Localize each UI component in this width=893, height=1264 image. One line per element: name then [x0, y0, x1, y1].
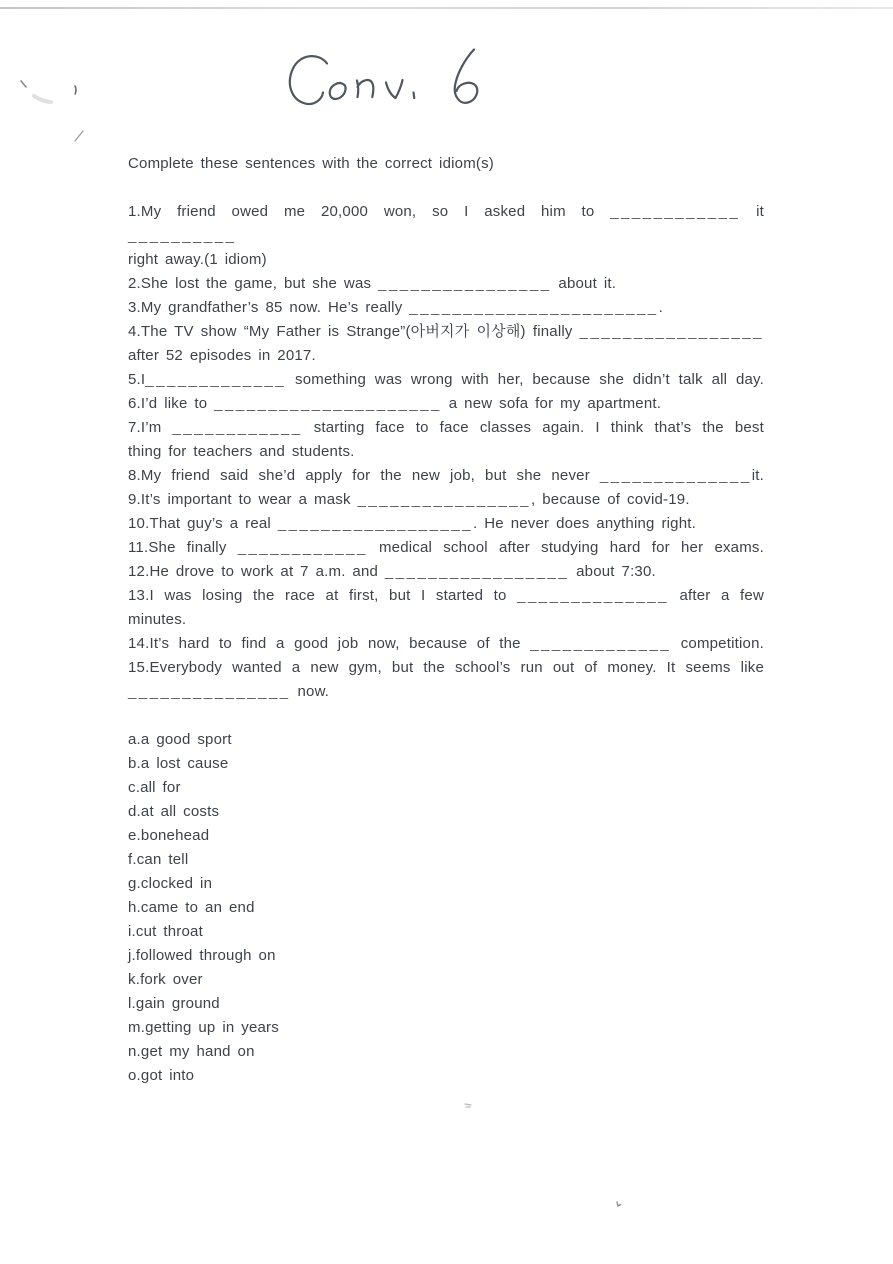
option-d: d.at all costs [128, 803, 220, 820]
sentence-line: 3.My grandfather’s 85 now. He’s really _______________________. [128, 299, 664, 316]
sentence-10 [128, 512, 764, 536]
handwritten-title [270, 40, 500, 118]
sentence-line: after 52 episodes in 2017. [128, 347, 316, 364]
sentence-line: minutes. [128, 611, 187, 628]
sentence-line: 4.The TV show “My Father is Strange”(아버지가 이상해) finally _________________ [128, 323, 764, 340]
sentence-line: 12.He drove to work at 7 a.m. and _________________ about 7:30. [128, 563, 656, 580]
fill-in-blank: ____________ [237, 539, 368, 556]
sentence-line: 2.She lost the game, but she was ________________ about it. [128, 275, 617, 292]
sentence-15 [128, 656, 764, 704]
stray-mark-apostrophe [75, 86, 76, 94]
fill-in-blank: _____________________ [214, 395, 442, 412]
letter-o [330, 83, 346, 99]
fill-in-blank: ________________ [378, 275, 552, 292]
fill-in-blank: ____________ [610, 203, 741, 220]
option-c: c.all for [128, 779, 181, 796]
option-b: b.a lost cause [128, 755, 229, 772]
sentence-line: 9.It’s important to wear a mask ________________, because of covid-19. [128, 491, 690, 508]
sentence-2 [128, 272, 764, 296]
period-stroke [414, 93, 415, 99]
sentence-1 [128, 200, 764, 272]
sentence-line: 5.I_____________ something was wrong with her, because she didn’t talk all day. [128, 371, 764, 388]
sentence-line: _______________ now. [128, 683, 330, 700]
sentence-line: right away.(1 idiom) [128, 251, 267, 268]
fill-in-blank: _____________ [145, 371, 287, 388]
letter-C [290, 56, 327, 104]
sentence-line: 1.My friend owed me 20,000 won, so I asked him to ____________ it __________ [128, 203, 764, 244]
fill-in-blank: ______________ [599, 467, 752, 484]
scan-speck-1 [465, 1104, 471, 1107]
worksheet-body [128, 152, 764, 1088]
idiom-option-list [128, 728, 764, 1088]
sentence-line: thing for teachers and students. [128, 443, 355, 460]
option-m: m.getting up in years [128, 1019, 279, 1036]
option-k: k.fork over [128, 971, 203, 988]
fill-in-blank: __________________ [277, 515, 474, 532]
sentence-line: 6.I’d like to _____________________ a new sofa for my apartment. [128, 395, 662, 412]
sentence-9 [128, 488, 764, 512]
sentence-line: 8.My friend said she’d apply for the new job, but she never ______________it. [128, 467, 764, 484]
exercise-sentences [128, 200, 764, 704]
option-h: h.came to an end [128, 899, 255, 916]
sentence-12 [128, 560, 764, 584]
sentence-3 [128, 296, 764, 320]
sentence-13 [128, 584, 764, 632]
option-e: e.bonehead [128, 827, 210, 844]
sentence-line: 10.That guy’s a real __________________. He never does anything right. [128, 515, 697, 532]
scan-speck-2 [617, 1202, 621, 1206]
option-f: f.can tell [128, 851, 189, 868]
sentence-8 [128, 464, 764, 488]
fill-in-blank: ______________ [517, 587, 669, 604]
option-a: a.a good sport [128, 731, 232, 748]
fill-in-blank: _________________ [579, 323, 764, 340]
sentence-14 [128, 632, 764, 656]
sentence-line: 14.It’s hard to find a good job now, because of the _____________ competition. [128, 635, 764, 652]
sentence-11 [128, 536, 764, 560]
sentence-7 [128, 416, 764, 464]
fill-in-blank: _______________________ [409, 299, 659, 316]
sentence-6 [128, 392, 764, 416]
sentence-line: 11.She finally ____________ medical school after studying hard for her exams. [128, 539, 764, 556]
stray-mark-slash [75, 131, 83, 141]
letter-v [386, 80, 403, 98]
numeral-6 [455, 50, 478, 103]
option-l: l.gain ground [128, 995, 220, 1012]
sentence-line: 13.I was losing the race at first, but I started to ______________ after a few [128, 587, 764, 604]
sentence-4 [128, 320, 764, 368]
letter-n [357, 80, 373, 97]
fill-in-blank: _______________ [128, 683, 291, 700]
sentence-line: 15.Everybody wanted a new gym, but the school’s run out of money. It seems like [128, 659, 764, 676]
stray-mark-tick [21, 81, 26, 87]
fill-in-blank: _________________ [384, 563, 570, 580]
option-o: o.got into [128, 1067, 195, 1084]
fill-in-blank: ____________ [172, 419, 303, 436]
fill-in-blank: ________________ [357, 491, 532, 508]
option-n: n.get my hand on [128, 1043, 255, 1060]
sentence-line: 7.I’m ____________ starting face to face classes again. I think that’s the best [128, 419, 764, 436]
sentence-5 [128, 368, 764, 392]
scan-edge-rule [0, 7, 893, 9]
instruction-text: Complete these sentences with the correct idiom(s) [128, 155, 494, 172]
option-i: i.cut throat [128, 923, 203, 940]
stray-smudge [34, 96, 51, 102]
option-g: g.clocked in [128, 875, 213, 892]
fill-in-blank: _____________ [530, 635, 672, 652]
fill-in-blank: __________ [128, 227, 237, 244]
option-j: j.followed through on [128, 947, 276, 964]
